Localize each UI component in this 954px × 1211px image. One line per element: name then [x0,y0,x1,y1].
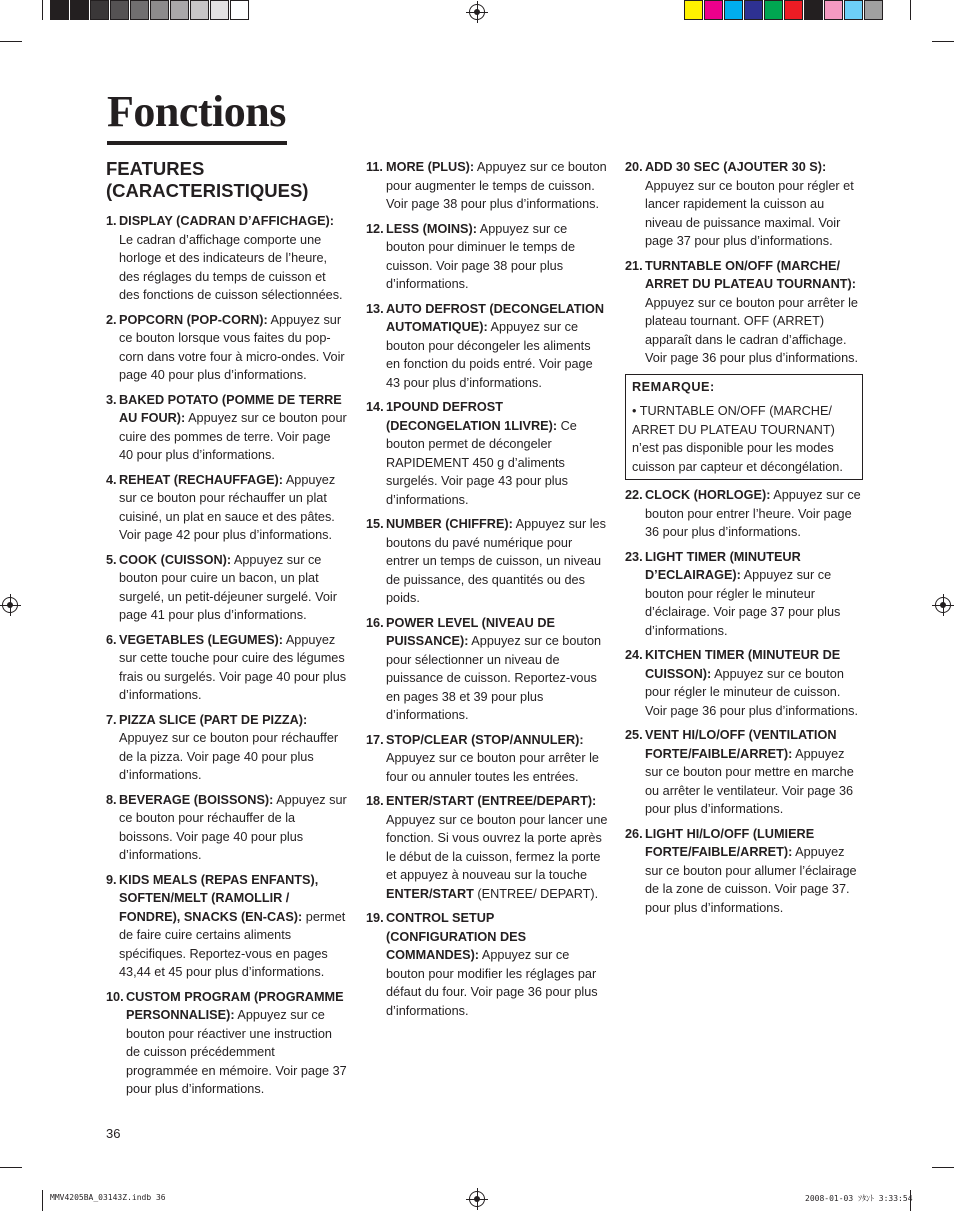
item-number: 10. [106,989,124,1004]
item-description: Appuyez sur ce bouton pour entrer l’heure. Voir page 36 pour plus d’informations. [645,488,861,539]
calibration-swatch [230,0,249,20]
feature-item [106,212,348,305]
item-description: Appuyez sur ce bouton pour arrêter le plateau tournant. OFF (ARRET) apparaît dans le cadran d’affichage. Voir page 36 pour plus d’informations. [645,295,858,365]
page-title: Fonctions [107,87,286,136]
item-label: POPCORN (POP-CORN): [119,312,268,327]
item-label: ENTER/START (ENTREE/DEPART): [386,794,597,808]
item-number: 24. [625,648,643,662]
item-number: 6. [106,632,117,647]
item-number: 13. [366,301,384,316]
item-label: DISPLAY (CADRAN D’AFFICHAGE): [119,214,334,228]
calibration-swatch [744,0,763,20]
feature-item [625,548,863,641]
item-description: Le cadran d’affichage comporte une horloge et des indicateurs de l’heure, des réglages du temps de cuisson et des fonctions de cuisson sélectionnées. [119,232,343,302]
feature-item [625,486,863,542]
feature-item [625,646,863,720]
item-description: Appuyez sur ce bouton pour réactiver une instruction de cuisson précédemment programmée en mémoire. Voir page 37 pour plus d’informations. [126,1008,347,1096]
item-label: LIGHT TIMER (MINUTEUR D’ECLAIRAGE): [645,549,801,582]
item-label: BEVERAGE (BOISSONS): [119,792,274,807]
item-number: 7. [106,712,117,727]
crop-mark [932,1167,954,1168]
item-label: KITCHEN TIMER (MINUTEUR DE CUISSON): [645,648,841,681]
feature-item [366,614,608,725]
item-description: Appuyez sur ce bouton pour décongeler les aliments en fonction du poids entré. Voir page 43 pour plus d’informations. [386,320,593,390]
calibration-swatch [784,0,803,20]
item-description-tail: (ENTREE/ DEPART). [473,886,599,901]
item-label: BAKED POTATO (POMME DE TERRE AU FOUR): [119,392,342,425]
item-number: 15. [366,517,384,531]
item-description: Appuyez sur ce bouton lorsque vous faites du pop-corn dans votre four à micro-ondes. Voir page 40 pour plus d’informations. [119,312,345,382]
feature-item [106,791,348,865]
registration-mark-icon [2,597,18,613]
item-number: 19. [366,911,384,925]
item-label: STOP/CLEAR (STOP/ANNULER): [386,732,584,747]
item-label: LIGHT HI/LO/OFF (LUMIERE FORTE/FAIBLE/ARRET): [645,826,815,859]
item-description: Appuyez sur ce bouton pour modifier les réglages par défaut du four. Voir page 36 pour plus d’informations. [386,948,598,1018]
feature-item [106,871,348,982]
item-label: ADD 30 SEC (AJOUTER 30 S): [645,160,827,174]
calibration-swatch [190,0,209,20]
calibration-swatch [130,0,149,20]
item-number: 11. [366,160,383,174]
feature-item [106,391,348,465]
feature-item [366,158,608,214]
item-description: Appuyez sur ce bouton pour régler le minuteur de cuisson. Voir page 36 pour plus d’informations. [645,666,858,718]
item-description: Appuyez sur ce bouton pour augmenter le temps de cuisson. Voir page 38 pour plus d’informations. [386,160,607,211]
item-description: permet de faire cuire certains aliments spécifiques. Reportez-vous en pages 43,44 et 45 pour plus d’informations. [119,909,346,979]
item-description: Appuyez sur les boutons du pavé numérique pour entrer un temps de cuisson, un niveau de puissance, des quantités ou des poids. [386,517,606,605]
page-number: 36 [106,1126,121,1141]
item-label: VENT HI/LO/OFF (VENTILATION FORTE/FAIBLE/ARRET): [645,728,837,761]
item-number: 26. [625,826,643,841]
feature-item [366,515,608,608]
feature-item [625,257,863,368]
registration-mark-icon [469,4,485,20]
item-label: CONTROL SETUP (CONFIGURATION DES COMMANDES): [386,911,527,962]
item-description: Appuyez sur ce bouton pour cuire un bacon, un plat surgelé, un petit-déjeuner surgelé. Voir page 41 pour plus d’informations. [119,552,337,622]
item-number: 18. [366,794,384,808]
item-number: 8. [106,792,117,807]
print-slug-left: MMV4205BA_03143Z.indb 36 [50,1193,166,1202]
calibration-swatch [824,0,843,20]
item-number: 23. [625,549,643,564]
calibration-swatch [844,0,863,20]
feature-item [366,792,608,903]
crop-mark [910,0,911,20]
item-description: Appuyez sur ce bouton pour arrêter le four ou annuler toutes les entrées. [386,751,599,784]
calibration-swatch [704,0,723,20]
crop-mark [0,1167,22,1168]
calibration-swatch [864,0,883,20]
item-description: Appuyez sur ce bouton pour lancer une fonction. Si vous ouvrez la porte après le début de la cuisson, fermez la porte et appuyez à nouveau sur la touche [386,812,608,882]
item-label: CUSTOM PROGRAM (PROGRAMME PERSONNALISE): [126,989,344,1022]
item-number: 4. [106,472,117,487]
crop-mark [42,1190,43,1211]
item-label: VEGETABLES (LEGUMES): [119,632,284,647]
item-description: Appuyez sur ce bouton pour régler le minuteur d’éclairage. Voir page 37 pour plus d’informations. [645,568,841,638]
feature-list-col1 [106,212,348,1099]
title-underline [107,141,287,145]
feature-item [625,726,863,819]
item-description: Appuyez sur ce bouton pour cuire des pommes de terre. Voir page 40 pour plus d’informations. [119,411,347,462]
item-label: COOK (CUISSON): [119,552,232,567]
item-number: 5. [106,552,117,567]
registration-mark-icon [935,597,951,613]
item-description: Appuyez sur ce bouton pour sélectionner un niveau de puissance de cuisson. Reportez-vous en pages 38 et 39 pour plus d’informations. [386,634,602,722]
calibration-swatch [764,0,783,20]
grayscale-calibration-bar [50,0,250,20]
item-description: Appuyez sur ce bouton pour réchauffer un plat cuisiné, un plat en sauce et des pâtes. Voir page 42 pour plus d’informations. [119,472,336,542]
item-label: MORE (PLUS): [386,160,475,174]
feature-list-col3b [625,486,863,917]
calibration-swatch [50,0,69,20]
item-label: AUTO DEFROST (DECONGELATION AUTOMATIQUE): [386,301,605,334]
item-description: Appuyez sur ce bouton pour réchauffer de la pizza. Voir page 40 pour plus d’informations. [119,731,339,782]
color-calibration-bar [684,0,884,20]
note-text: • TURNTABLE ON/OFF (MARCHE/ ARRET DU PLATEAU TOURNANT) n’est pas disponible pour les modes cuisson par capteur et décongélation. [632,404,843,474]
feature-item [366,909,608,1020]
item-description: Appuyez sur ce bouton pour mettre en marche ou arrêter le ventilateur. Voir page 36 pour plus d’informations. [645,746,854,816]
feature-item [625,825,863,918]
item-number: 20. [625,160,643,174]
item-description: Ce bouton permet de décongeler RAPIDEMENT 450 g d’aliments surgelés. Voir page 43 pour plus d’informations. [386,418,577,507]
feature-list-col3a [625,158,863,368]
item-description: Appuyez sur ce bouton pour allumer l’éclairage de la zone de cuisson. Voir page 37. pour plus d’informations. [645,845,857,915]
item-number: 12. [366,221,384,236]
crop-mark [932,41,954,42]
calibration-swatch [170,0,189,20]
column-2 [366,158,608,1026]
item-label: REHEAT (RECHAUFFAGE): [119,472,283,487]
calibration-swatch [110,0,129,20]
item-emphasis: ENTER/START [386,886,474,901]
calibration-swatch [724,0,743,20]
item-number: 17. [366,732,384,747]
section-heading: FEATURES (CARACTERISTIQUES) [106,158,309,201]
note-box [625,374,863,481]
item-label: NUMBER (CHIFFRE): [386,517,513,531]
item-description: Appuyez sur ce bouton pour réchauffer de la boissons. Voir page 40 pour plus d’informations. [119,792,347,862]
item-label: TURNTABLE ON/OFF (MARCHE/ ARRET DU PLATEAU TOURNANT): [645,258,856,291]
item-number: 16. [366,615,384,630]
crop-mark [42,0,43,20]
note-title: REMARQUE: [632,379,715,394]
feature-item [366,398,608,509]
item-number: 25. [625,728,643,742]
calibration-swatch [70,0,89,20]
calibration-swatch [804,0,823,20]
item-description: Appuyez sur cette touche pour cuire des légumes frais ou surgelés. Voir page 40 pour plus d’informations. [119,632,347,702]
item-number: 3. [106,392,117,407]
item-label: POWER LEVEL (NIVEAU DE PUISSANCE): [386,615,555,648]
feature-item [106,988,348,1099]
crop-mark [0,41,22,42]
item-number: 22. [625,488,643,502]
registration-mark-icon [469,1191,485,1207]
item-number: 1. [106,214,117,228]
item-description: Appuyez sur ce bouton pour régler et lancer rapidement la cuisson au niveau de puissance maximal. Voir page 37 pour plus d’informations. [645,178,854,248]
item-number: 2. [106,312,117,327]
calibration-swatch [684,0,703,20]
feature-item [366,300,608,393]
feature-item [106,711,348,785]
calibration-swatch [150,0,169,20]
item-label: LESS (MOINS): [386,221,477,236]
feature-item [106,311,348,385]
calibration-swatch [210,0,229,20]
feature-item [106,631,348,705]
item-label: 1POUND DEFROST (DECONGELATION 1LIVRE): [386,400,558,433]
column-1 [106,158,348,1105]
column-3 [625,158,863,923]
item-number: 21. [625,258,643,273]
item-number: 9. [106,872,117,887]
feature-item [106,551,348,625]
calibration-swatch [90,0,109,20]
item-label: KIDS MEALS (REPAS ENFANTS), SOFTEN/MELT (RAMOLLIR / FONDRE), SNACKS (EN-CAS): [119,872,319,924]
item-label: PIZZA SLICE (PART DE PIZZA): [119,712,308,727]
feature-item [625,158,863,251]
item-description: Appuyez sur ce bouton pour diminuer le temps de cuisson. Voir page 38 pour plus d’informations. [386,221,576,291]
feature-item [366,220,608,294]
print-slug-right: 2008-01-03 ｿﾀﾝﾄ 3:33:54 [805,1194,913,1203]
feature-item [106,471,348,545]
feature-item [366,731,608,787]
feature-list-col2 [366,158,608,1020]
item-number: 14. [366,400,384,414]
item-label: CLOCK (HORLOGE): [645,488,771,502]
